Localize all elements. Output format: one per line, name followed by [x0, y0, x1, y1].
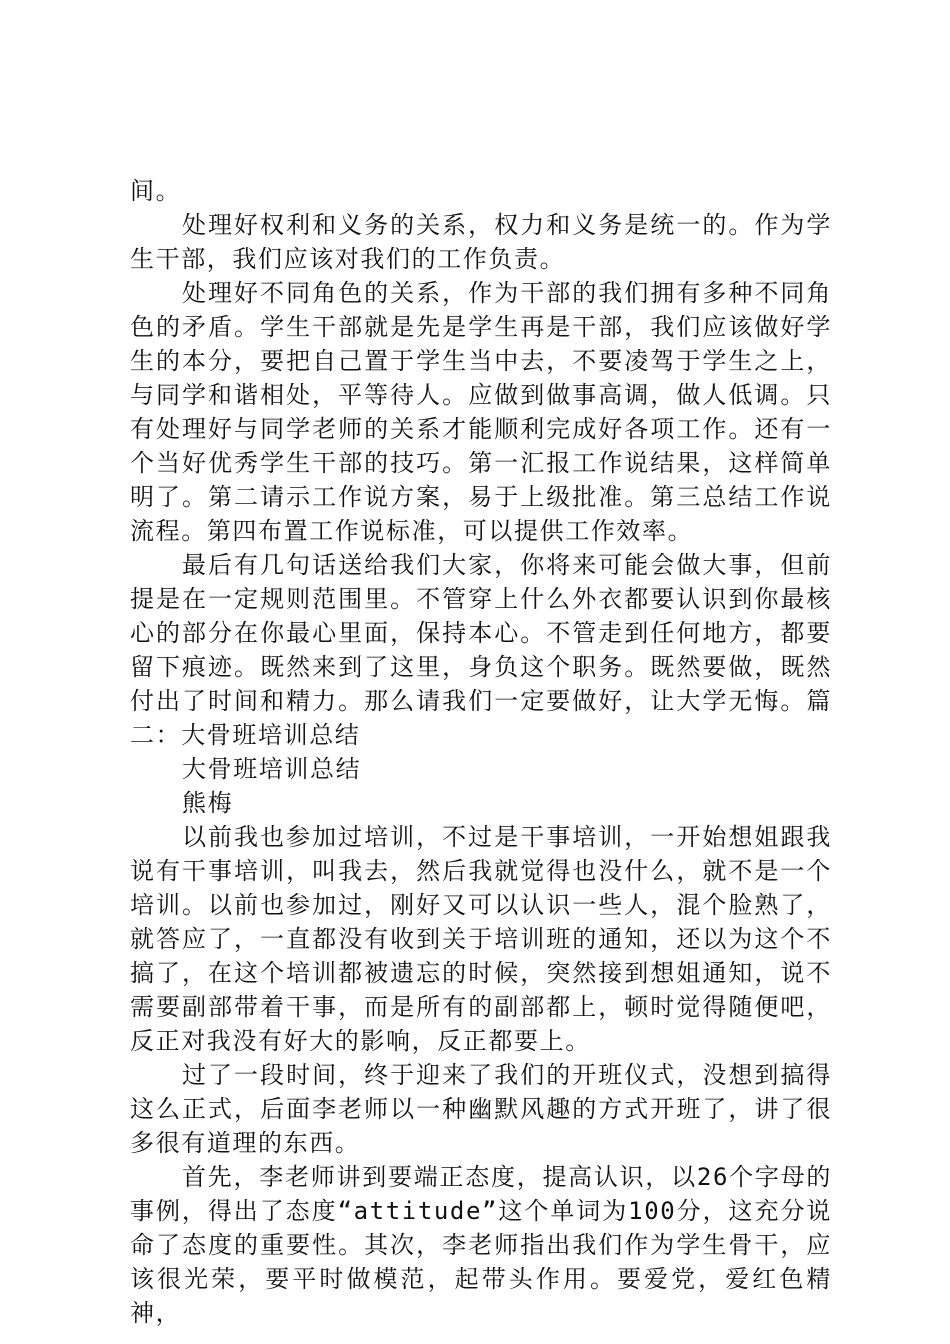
paragraph-closing-words: 最后有几句话送给我们大家，你将来可能会做大事，但前提是在一定规则范围里。不管穿上什么外衣都要认识到你最核心的部分在你最心里面，保持本心。不管走到任何地方，都要留下痕迹。既然来到了这里，身负这个职务。既然要做，既然付出了时间和精力。那么请我们一定要做好，让大学无悔。篇二：大骨班培训总结 [130, 551, 832, 749]
paragraph-roles: 处理好不同角色的关系，作为干部的我们拥有多种不同角色的矛盾。学生干部就是先是学生再是干部，我们应该做好学生的本分，要把自己置于学生当中去，不要凌驾于学生之上，与同学和谐相处，平等待人。应做到做事高调，做人低调。只有处理好与同学老师的关系才能顺利完成好各项工作。还有一个当好优秀学生干部的技巧。第一汇报工作说结果，这样简单明了。第二请示工作说方案，易于上级批准。第三总结工作说流程。第四布置工作说标准，可以提供工作效率。 [130, 279, 832, 545]
paragraph-rights-duties: 处理好权利和义务的关系，权力和义务是统一的。作为学生干部，我们应该对我们的工作负责。 [130, 211, 832, 273]
paragraph-attitude: 首先，李老师讲到要端正态度，提高认识，以26个字母的事例，得出了态度“attitude”这个单词为100分，这充分说命了态度的重要性。其次，李老师指出我们作为学生骨干，应该很光荣，要平时做模范，起带头作用。要爱党，爱红色精神， [130, 1163, 832, 1327]
document-title: 大骨班培训总结 [182, 755, 362, 783]
document-author: 熊梅 [182, 789, 234, 817]
paragraph-continuation: 间。 [130, 177, 182, 205]
paragraph-previous-training: 以前我也参加过培训，不过是干事培训，一开始想姐跟我说有干事培训，叫我去，然后我就觉得也没什么，就不是一个培训。以前也参加过，刚好又可以认识一些人，混个脸熟了，就答应了，一直都没有收到关于培训班的通知，还以为这个不搞了，在这个培训都被遗忘的时候，突然接到想姐通知，说不需要副部带着干事，而是所有的副部都上，顿时觉得随便吧，反正对我没有好大的影响，反正都要上。 [130, 823, 832, 1055]
document-page [130, 174, 832, 1330]
paragraph-opening-ceremony: 过了一段时间，终于迎来了我们的开班仪式，没想到搞得这么正式，后面李老师以一种幽默风趣的方式开班了，讲了很多很有道理的东西。 [130, 1061, 832, 1157]
